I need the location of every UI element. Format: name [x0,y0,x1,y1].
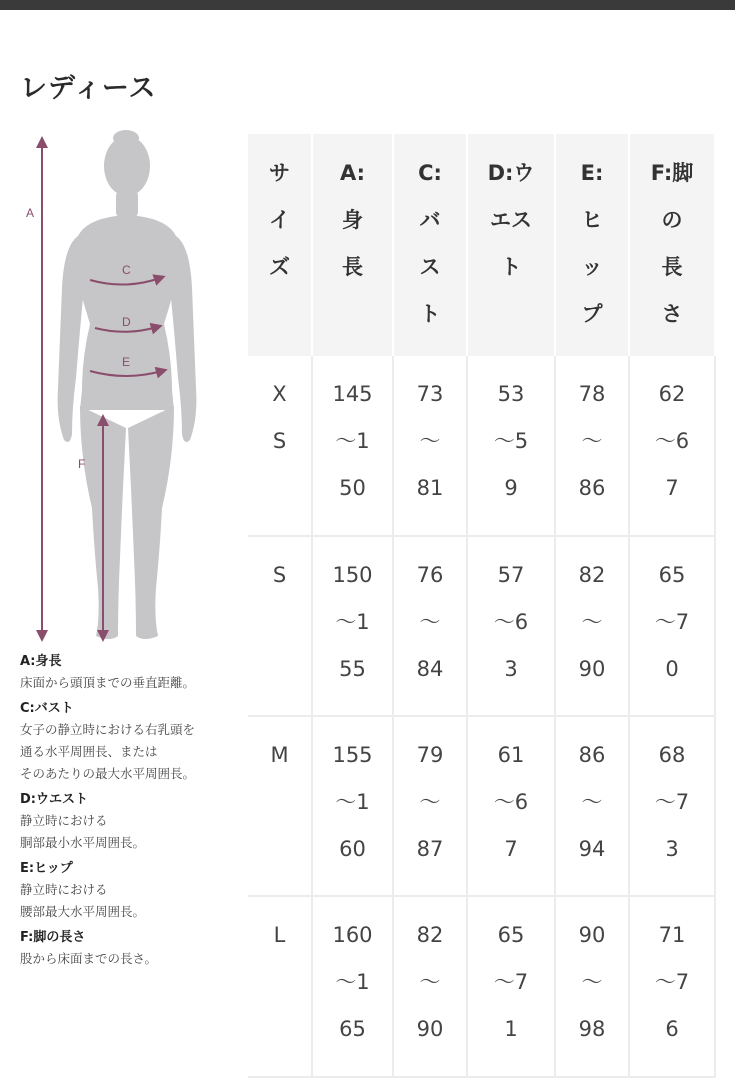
cell-line: 86 [578,743,606,767]
size-cell [248,896,312,1077]
cell-line: 90 [578,923,606,947]
header-char: ズ [269,255,290,279]
cell-line: 78 [578,382,606,406]
header-char: エス [490,208,532,232]
definition-hip [20,859,248,923]
cell-line: 1 [504,1017,518,1041]
header-char: A: [339,161,366,185]
header-char: 身 [342,208,363,232]
cell-line: 57 [497,563,525,587]
header-char: E: [580,161,604,185]
cell-line: ～6 [654,429,690,453]
definition-waist [20,790,248,854]
header-height [312,134,393,356]
header-char: プ [581,302,603,326]
header-char: バ [419,208,441,232]
cell-line: 0 [665,657,679,681]
waist-cell [467,896,555,1077]
header-char: C: [418,161,442,185]
body-figure [0,128,248,648]
definition-term: C:バスト [20,701,74,716]
definition-line: そのあたりの最大水平周囲長。 [20,766,196,781]
cell-line: 76 [416,563,444,587]
cell-line: ～7 [654,970,690,994]
height-cell [312,536,393,716]
bust-cell [393,896,467,1077]
top-bar [0,0,735,10]
header-char: イ [269,208,290,232]
cell-line: 82 [416,923,444,947]
header-leg-length [629,134,715,356]
header-char: ヒ [581,208,603,232]
waist-cell [467,716,555,896]
cell-line: 86 [578,476,606,500]
header-char: D:ウ [487,161,535,185]
cell-line: 160 [332,923,373,947]
table-row [248,716,715,896]
cell-line: 53 [497,382,525,406]
header-char: F:脚 [650,161,694,185]
height-cell [312,356,393,536]
cell-line: ～1 [335,790,370,814]
definition-term: A:身長 [20,654,62,669]
definition-line: 腰部最大水平周囲長。 [20,904,146,919]
cell-line: 145 [332,382,373,406]
waist-cell [467,536,555,716]
cell-line: 9 [504,476,518,500]
cell-line: 7 [665,476,679,500]
label-f: F [78,457,86,471]
label-a: A [26,206,35,220]
cell-line: 150 [332,563,373,587]
cell-line: X [272,382,287,406]
hip-cell [555,536,629,716]
cell-line: ～ [581,610,603,634]
cell-line: S [272,563,287,587]
cell-line: ～ [419,970,441,994]
size-cell [248,356,312,536]
cell-line: 87 [416,837,444,861]
cell-line: 71 [658,923,686,947]
cell-line: ～ [581,429,603,453]
cell-line: 73 [416,382,444,406]
definition-height [20,652,248,694]
cell-line: 50 [339,476,366,500]
cell-line: ～ [419,429,441,453]
header-char: ス [419,255,441,279]
waist-cell [467,356,555,536]
label-c: C [122,263,131,277]
header-bust [393,134,467,356]
body-silhouette-illustration [0,128,248,648]
definition-description [20,672,248,694]
cell-line: 82 [578,563,606,587]
cell-line: 3 [665,837,679,861]
header-waist [467,134,555,356]
cell-line: 90 [416,1017,444,1041]
cell-line: ～ [581,970,603,994]
cell-line: ～7 [654,790,690,814]
cell-line: ～6 [493,610,529,634]
definition-bust [20,699,248,785]
leg-length-cell [629,536,715,716]
header-size [248,134,312,356]
cell-line: ～1 [335,970,370,994]
cell-line: 61 [497,743,525,767]
definition-description [20,810,248,854]
definition-line: 股から床面までの長さ。 [20,951,158,966]
cell-line: ～1 [335,610,370,634]
definition-description [20,948,248,970]
header-char: ト [419,302,441,326]
table-row [248,356,715,536]
cell-line: 90 [578,657,606,681]
cell-line: S [272,429,287,453]
cell-line: ～7 [493,970,529,994]
hip-cell [555,896,629,1077]
label-d: D [122,315,131,329]
header-char: 長 [661,255,683,279]
hip-cell [555,716,629,896]
definition-term: D:ウエスト [20,792,88,807]
size-chart-table [248,134,716,1078]
header-char: ッ [581,255,603,279]
cell-line: 55 [339,657,366,681]
definition-line: 床面から頭頂までの垂直距離。 [20,675,196,690]
table-row [248,896,715,1077]
cell-line: 62 [658,382,686,406]
cell-line: 65 [339,1017,366,1041]
definition-line: 女子の静立時における右乳頭を [20,722,196,737]
definition-line: 胴部最小水平周囲長。 [20,835,146,850]
cell-line: 94 [578,837,606,861]
cell-line: 65 [658,563,686,587]
hip-cell [555,356,629,536]
cell-line: ～1 [335,429,370,453]
definition-description [20,719,248,785]
measurement-definitions [20,652,248,975]
cell-line: 60 [339,837,366,861]
leg-length-cell [629,896,715,1077]
definition-line: 通る水平周囲長、または [20,744,158,759]
cell-line: 84 [416,657,444,681]
cell-line: ～ [419,790,441,814]
table-row [248,536,715,716]
definition-description [20,879,248,923]
header-char: ト [500,255,522,279]
cell-line: 7 [504,837,518,861]
silhouette [58,130,197,639]
leg-length-cell [629,716,715,896]
cell-line: 68 [658,743,686,767]
header-char: の [661,208,683,232]
cell-line: ～7 [654,610,690,634]
cell-line: ～6 [493,790,529,814]
header-char: さ [661,302,683,326]
definition-line: 静立時における [20,882,108,897]
cell-line: 3 [504,657,518,681]
cell-line: M [270,743,289,767]
header-char: サ [269,161,290,185]
cell-line: 155 [332,743,373,767]
cell-line: 98 [578,1017,606,1041]
bust-cell [393,356,467,536]
cell-line: 65 [497,923,525,947]
definition-term: F:脚の長さ [20,930,86,945]
leg-length-cell [629,356,715,536]
height-cell [312,716,393,896]
bust-cell [393,536,467,716]
definition-term: E:ヒップ [20,861,73,876]
cell-line: ～5 [493,429,529,453]
cell-line: ～ [419,610,441,634]
bust-cell [393,716,467,896]
label-e: E [122,355,131,369]
size-cell [248,536,312,716]
table-header-row [248,134,715,356]
header-hip [555,134,629,356]
cell-line: 81 [416,476,444,500]
header-char: 長 [342,255,363,279]
definition-line: 静立時における [20,813,108,828]
cell-line: ～ [581,790,603,814]
page-title: レディース [20,73,157,104]
size-cell [248,716,312,896]
cell-line: 79 [416,743,444,767]
cell-line: L [273,923,286,947]
definition-leg-length [20,928,248,970]
height-cell [312,896,393,1077]
cell-line: 6 [665,1017,679,1041]
